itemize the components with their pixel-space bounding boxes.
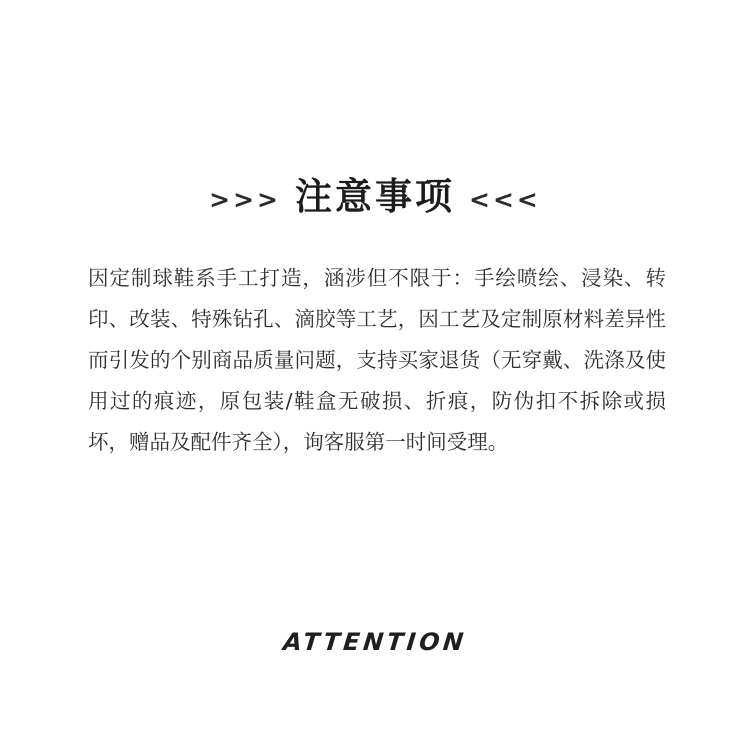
footer-wordmark: ATTENTION — [281, 628, 469, 656]
heading — [0, 175, 750, 218]
notice-paragraph: 因定制球鞋系手工打造，涵涉但不限于：手绘喷绘、浸染、转印、改装、特殊钻孔、滴胶等工艺，因工艺及定制原材料差异性而引发的个别商品质量问题，支持买家退货（无穿戴、洗涤及使用过的痕迹，原包装/鞋盒无破损、折痕，防伪扣不拆除或损坏，赠品及配件齐全），询客服第一时间受理。 — [88, 266, 666, 454]
left-chevron-icon: >>> — [209, 185, 281, 214]
right-chevron-icon: <<< — [469, 185, 541, 214]
page-title: 注意事项 — [295, 175, 455, 218]
